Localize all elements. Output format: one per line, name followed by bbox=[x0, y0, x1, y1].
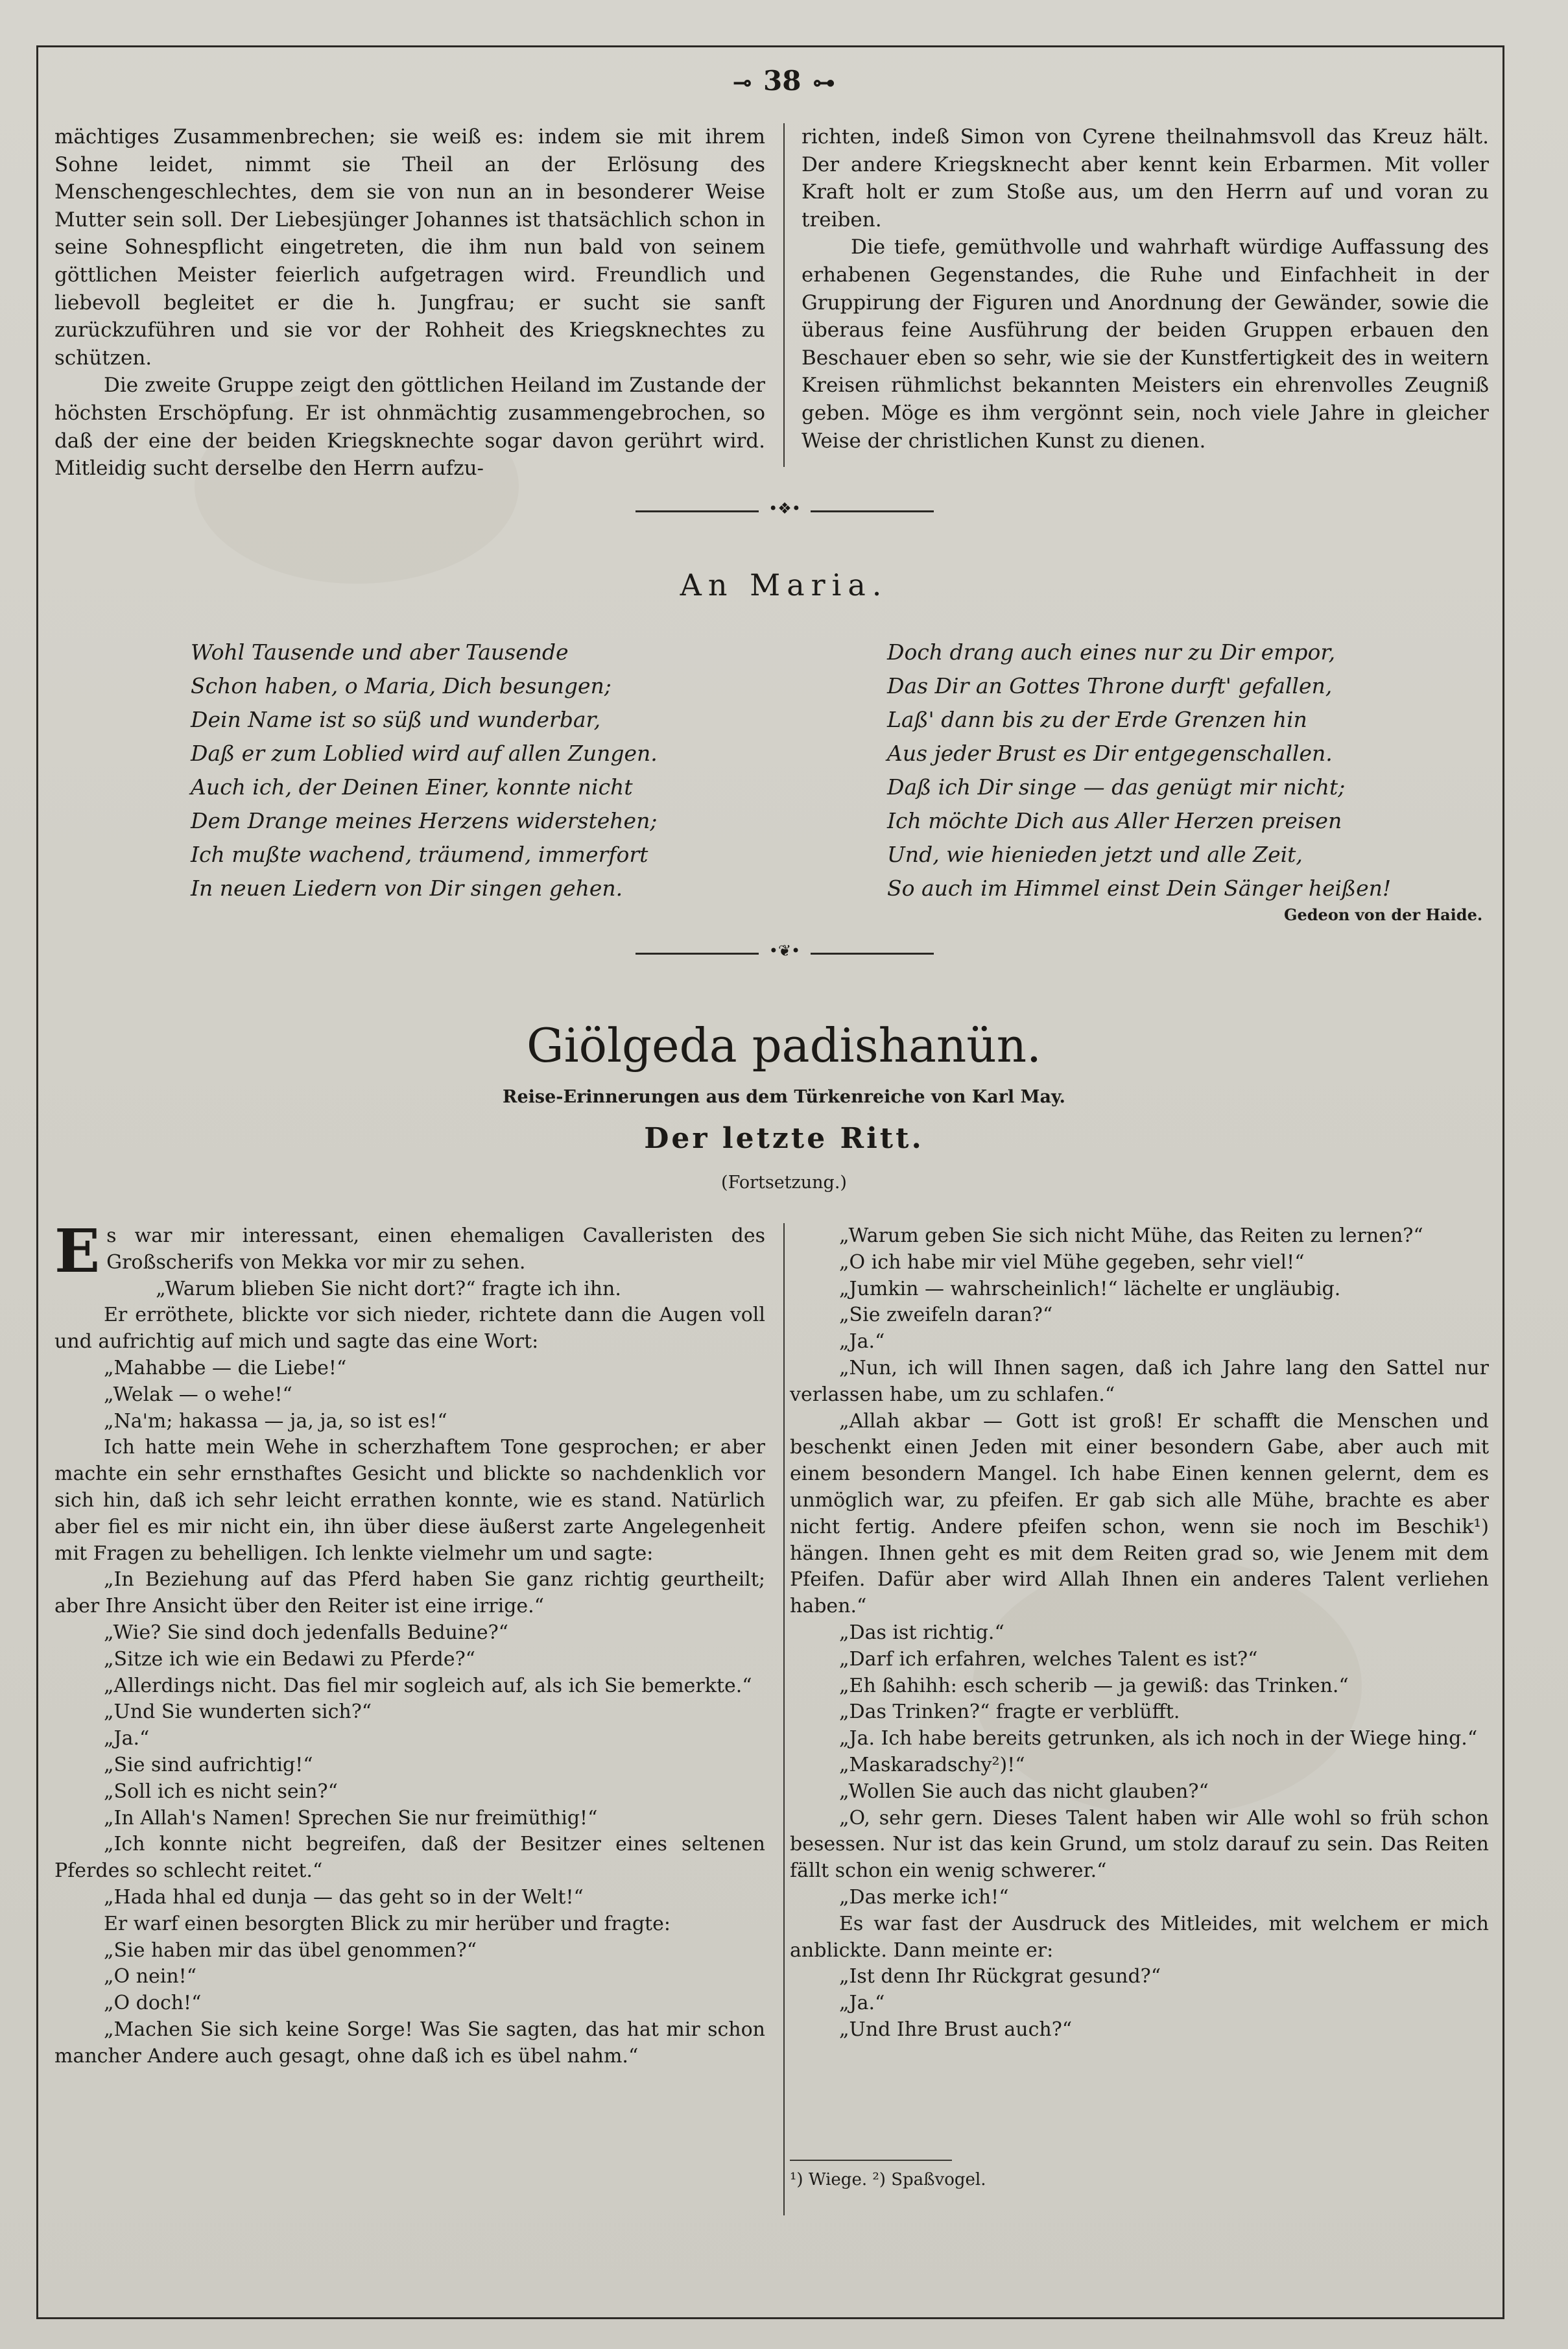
footnote: ¹) Wiege. ²) Spaßvogel. bbox=[790, 2170, 986, 2189]
footnote-rule bbox=[790, 2160, 952, 2161]
paragraph: Ich hatte mein Wehe in scherzhaftem Tone gesprochen; er aber machte ein sehr ernsthaftes Gesicht und blickte so nachdenklich vor sich hin, daß ich sehr leicht errathen konnte, wie es stand. Natürlich aber fiel es mir nicht ein, ihn über diese äußerst zarte Angelegenheit mit Fragen zu behelligen. Ich lenkte vielmehr um und sagte: bbox=[54, 1436, 765, 1565]
paragraph: „Maskaradschy²)!“ bbox=[839, 1753, 1025, 1776]
paragraph: „Das Trinken?“ fragte er verblüfft. bbox=[839, 1700, 1180, 1724]
paragraph: „Ja.“ bbox=[839, 1330, 885, 1353]
paragraph: „Machen Sie sich keine Sorge! Was Sie sagten, das hat mir schon mancher Andere auch gesagt, ohne daß ich es übel nahm.“ bbox=[54, 2018, 765, 2068]
paragraph: „Allerdings nicht. Das fiel mir sogleich auf, als ich Sie bemerkte.“ bbox=[104, 1674, 752, 1697]
paragraph: Die tiefe, gemüthvolle und wahrhaft würdige Auffassung des erhabenen Gegenstandes, die Ruhe und Einfachheit in der Gruppirung der Figuren und Anordnung der Gewänder, sowie die überaus feine Ausführung der beiden Gruppen erbauen den Beschauer eben so sehr, wie sie der Kunstfertigkeit des in weitern Kreisen rühmlichst bekannten Meisters ein ehrenvolles Zeugniß geben. Möge es ihm vergönnt sein, noch viele Jahre in gleicher Weise der christlichen Kunst zu dienen. bbox=[802, 235, 1489, 453]
poem-line: Ich mußte wachend, träumend, immerfort bbox=[191, 842, 648, 867]
paragraph: „Hada hhal ed dunja — das geht so in der Welt!“ bbox=[104, 1885, 584, 1909]
paragraph: „Welak — o wehe!“ bbox=[104, 1383, 292, 1406]
right-ornament-icon: ⊶ bbox=[813, 70, 835, 96]
paragraph: „In Allah's Namen! Sprechen Sie nur freimüthig!“ bbox=[104, 1806, 598, 1830]
paragraph: „O doch!“ bbox=[104, 1992, 202, 2015]
story-title: Giölgeda padishanün. bbox=[527, 1018, 1041, 1073]
paragraph: Er erröthete, blickte vor sich nieder, richtete dann die Augen voll und aufrichtig auf mich und sagte das eine Wort: bbox=[54, 1304, 765, 1353]
paragraph: „Ja.“ bbox=[839, 1992, 885, 2015]
story-left-column bbox=[54, 1216, 765, 2070]
paragraph: „Sitze ich wie ein Bedawi zu Pferde?“ bbox=[104, 1647, 475, 1671]
poem-line: So auch im Himmel einst Dein Sänger heißen! bbox=[887, 876, 1392, 901]
page-number: ⊸ 38 ⊶ bbox=[0, 65, 1568, 97]
paragraph: Die zweite Gruppe zeigt den göttlichen Heiland im Zustande der höchsten Erschöpfung. Er ist ohnmächtig zusammengebrochen, so daß der eine der beiden Kriegsknechte sogar davon gerührt wird. Mitleidig sucht derselbe den Herrn aufzu- bbox=[54, 374, 765, 481]
story-chapter: Der letzte Ritt. bbox=[644, 1122, 924, 1155]
paragraph: „Jumkin — wahrscheinlich!“ lächelte er ungläubig. bbox=[839, 1277, 1341, 1300]
paragraph: „Sie haben mir das übel genommen?“ bbox=[104, 1938, 477, 1962]
poem-author: Gedeon von der Haide. bbox=[1284, 905, 1483, 924]
paragraph: „Das ist richtig.“ bbox=[839, 1621, 1004, 1644]
column-divider bbox=[783, 123, 785, 467]
paragraph: „Darf ich erfahren, welches Talent es ist?“ bbox=[839, 1647, 1258, 1671]
paragraph: „Warum geben Sie sich nicht Mühe, das Reiten zu lernen?“ bbox=[839, 1224, 1423, 1247]
paragraph: Er warf einen besorgten Blick zu mir herüber und fragte: bbox=[104, 1912, 671, 1935]
left-ornament-icon: ⊸ bbox=[733, 70, 752, 96]
column-divider bbox=[783, 1223, 785, 2215]
paragraph: „O ich habe mir viel Mühe gegeben, sehr viel!“ bbox=[839, 1250, 1305, 1274]
poem-line: Dem Drange meines Herzens widerstehen; bbox=[191, 808, 658, 833]
divider-ornament-icon: •❖• bbox=[768, 499, 801, 518]
poem-line: Ich möchte Dich aus Aller Herzen preisen bbox=[887, 808, 1342, 833]
poem-line: Doch drang auch eines nur zu Dir empor, bbox=[887, 639, 1336, 665]
poem-line: Schon haben, o Maria, Dich besungen; bbox=[191, 673, 612, 698]
poem-line: Das Dir an Gottes Throne durft' gefallen, bbox=[887, 673, 1333, 698]
paragraph: „Und Sie wunderten sich?“ bbox=[104, 1700, 372, 1724]
top-article-right-column bbox=[802, 123, 1489, 455]
paragraph: „Ist denn Ihr Rückgrat gesund?“ bbox=[839, 1965, 1161, 1988]
paragraph: „Sie zweifeln daran?“ bbox=[839, 1304, 1053, 1327]
paragraph: „Ich konnte nicht begreifen, daß der Besitzer eines seltenen Pferdes so schlecht reitet.“ bbox=[54, 1833, 765, 1883]
poem-left-stanza bbox=[191, 636, 658, 905]
paragraph: „Ja. Ich habe bereits getrunken, als ich noch in der Wiege hing.“ bbox=[839, 1727, 1478, 1750]
drop-cap: E bbox=[54, 1216, 101, 1286]
top-article-left-column bbox=[54, 123, 765, 483]
section-divider bbox=[636, 499, 934, 518]
paragraph: „Na'm; hakassa — ja, ja, so ist es!“ bbox=[104, 1409, 447, 1433]
poem-line: Auch ich, der Deinen Einer, konnte nicht bbox=[191, 774, 633, 800]
poem-line: Daß ich Dir singe — das genügt mir nicht; bbox=[887, 774, 1346, 800]
divider-ornament-icon: •❦• bbox=[768, 942, 801, 960]
paragraph: „O nein!“ bbox=[104, 1965, 197, 1988]
paragraph: „Sie sind aufrichtig!“ bbox=[104, 1753, 313, 1776]
paragraph: richten, indeß Simon von Cyrene theilnahmsvoll das Kreuz hält. Der andere Kriegsknecht aber kennt kein Erbarmen. Mit voller Kraft holt er zum Stoße aus, um den Herrn auf und voran zu treiben. bbox=[802, 125, 1489, 232]
paragraph: „Warum blieben Sie nicht dort?“ fragte ich ihn. bbox=[156, 1277, 621, 1300]
poem-line: Wohl Tausende und aber Tausende bbox=[191, 639, 569, 665]
section-divider bbox=[636, 942, 934, 960]
paragraph: „Und Ihre Brust auch?“ bbox=[839, 2018, 1073, 2041]
paragraph: „Allah akbar — Gott ist groß! Er schafft die Menschen und beschenkt einen Jeden mit einer besondern Gabe, aber auch mit einem besondern Mangel. Ich habe Einen kennen gelernt, dem es unmöglich war, zu pfeifen. Er gab sich alle Mühe, brachte es aber nicht fertig. Andere pfeifen schon, wenn sie noch im Beschik¹) hängen. Ihnen geht es mit dem Reiten grad so, wie Jenem mit dem Pfeifen. Dafür aber wird Allah Ihnen ein anderes Talent verliehen haben.“ bbox=[790, 1409, 1489, 1618]
story-subtitle: Reise-Erinnerungen aus dem Türkenreiche von Karl May. bbox=[503, 1087, 1065, 1107]
paragraph: „Wie? Sie sind doch jedenfalls Beduine?“ bbox=[104, 1621, 509, 1644]
paragraph: „In Beziehung auf das Pferd haben Sie ganz richtig geurtheilt; aber Ihre Ansicht über den Reiter ist eine irrige.“ bbox=[54, 1568, 765, 1618]
story-right-column bbox=[790, 1223, 1489, 2044]
poem-line: Aus jeder Brust es Dir entgegenschallen. bbox=[887, 741, 1333, 766]
paragraph: „Eh ßahihh: esch scherib — ja gewiß: das Trinken.“ bbox=[839, 1674, 1349, 1697]
poem-line: Und, wie hienieden jetzt und alle Zeit, bbox=[887, 842, 1303, 867]
paragraph: „Nun, ich will Ihnen sagen, daß ich Jahre lang den Sattel nur verlassen habe, um zu schlafen.“ bbox=[790, 1356, 1489, 1406]
poem-right-stanza bbox=[887, 636, 1391, 905]
poem-line: Daß er zum Loblied wird auf allen Zungen. bbox=[191, 741, 658, 766]
paragraph: Es war fast der Ausdruck des Mitleides, mit welchem er mich anblickte. Dann meinte er: bbox=[790, 1912, 1489, 1962]
paragraph: „Soll ich es nicht sein?“ bbox=[104, 1780, 338, 1803]
paragraph: „O, sehr gern. Dieses Talent haben wir Alle wohl so früh schon besessen. Nur ist das kein Grund, um stolz darauf zu sein. Das Reiten fällt schon ein wenig schwerer.“ bbox=[790, 1806, 1489, 1883]
paragraph: mächtiges Zusammenbrechen; sie weiß es: indem sie mit ihrem Sohne leidet, nimmt sie Theil an der Erlösung des Menschengeschlechtes, dem sie von nun an in besonderer Weise Mutter sein soll. Der Liebesjünger Johannes ist thatsächlich schon in seine Sohnespflicht eingetreten, die ihm nun bald von seinem göttlichen Meister feierlich aufgetragen wird. Freundlich und liebevoll begleitet er die h. Jungfrau; er sucht sie sanft zurückzuführen und sie vor der Rohheit des Kriegsknechtes zu schützen. bbox=[54, 125, 765, 370]
poem-line: In neuen Liedern von Dir singen gehen. bbox=[191, 876, 623, 901]
story-continuation-note: (Fortsetzung.) bbox=[721, 1173, 847, 1193]
poem-title: An Maria. bbox=[680, 567, 888, 602]
paragraph: „Das merke ich!“ bbox=[839, 1885, 1009, 1909]
paragraph: „Wollen Sie auch das nicht glauben?“ bbox=[839, 1780, 1209, 1803]
paragraph: Es war mir interessant, einen ehemaligen Cavalleristen des Großscherifs von Mekka vor mir zu sehen. bbox=[54, 1216, 765, 1286]
paragraph: „Mahabbe — die Liebe!“ bbox=[104, 1356, 347, 1379]
poem-line: Dein Name ist so süß und wunderbar, bbox=[191, 707, 601, 732]
poem-line: Laß' dann bis zu der Erde Grenzen hin bbox=[887, 707, 1307, 732]
paragraph: „Ja.“ bbox=[104, 1727, 150, 1750]
